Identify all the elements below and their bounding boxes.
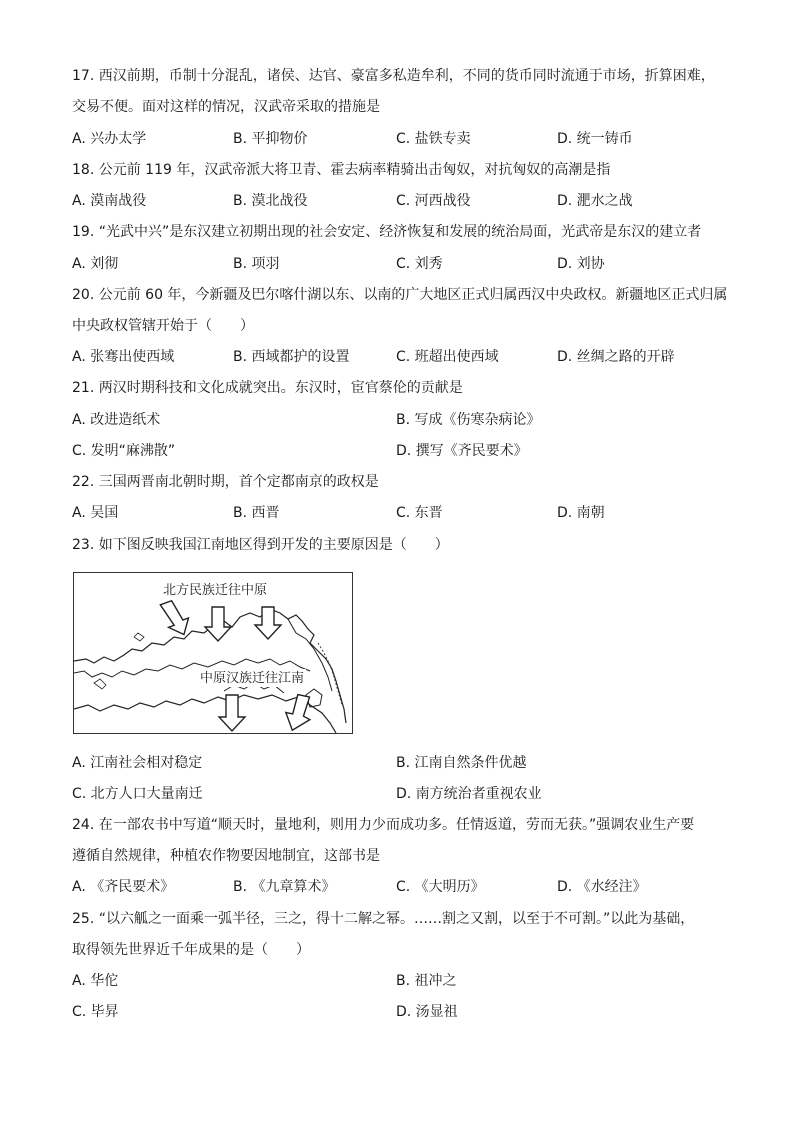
q17-option-c: C. 盐铁专卖 <box>396 131 471 147</box>
q23-option-c: C. 北方人口大量南迁 <box>72 786 203 802</box>
q18-option-b: B. 漠北战役 <box>233 193 308 209</box>
q24-option-d: D. 《水经注》 <box>557 879 647 895</box>
q20-stem-line-2: 中央政权管辖开始于（ ） <box>72 318 254 334</box>
q17-stem-line-1: 17. 西汉前期，币制十分混乱，诸侯、达官、豪富多私造牟利，不同的货币同时流通于市场，折算困难， <box>72 68 715 84</box>
q17-option-b: B. 平抑物价 <box>233 131 308 147</box>
q23-option-b: B. 江南自然条件优越 <box>396 755 527 771</box>
q18-stem-line-1: 18. 公元前 119 年，汉武帝派大将卫青、霍去病率精骑出击匈奴，对抗匈奴的高潮是指 <box>72 162 611 178</box>
q24-option-c: C. 《大明历》 <box>396 879 485 895</box>
q24-option-a: A. 《齐民要术》 <box>72 879 175 895</box>
q24-option-b: B. 《九章算术》 <box>233 879 336 895</box>
q25-option-b: B. 祖冲之 <box>396 973 457 989</box>
q21-option-c: C. 发明“麻沸散” <box>72 443 176 459</box>
q21-option-a: A. 改进造纸术 <box>72 412 161 428</box>
q17-option-a: A. 兴办太学 <box>72 131 147 147</box>
q25-stem-line-2: 取得领先世界近千年成果的是（ ） <box>72 942 310 958</box>
q19-option-b: B. 项羽 <box>233 256 280 272</box>
q20-option-c: C. 班超出使西域 <box>396 349 499 365</box>
q24-stem-line-1: 24. 在一部农书中写道“顺天时，量地利，则用力少而成功多。任情返道，劳而无获。”强调农业生产要 <box>72 817 695 833</box>
q18-option-a: A. 漠南战役 <box>72 193 147 209</box>
q17-option-d: D. 统一铸币 <box>557 131 633 147</box>
q20-stem-line-1: 20. 公元前 60 年，今新疆及巴尔喀什湖以东、以南的广大地区正式归属西汉中央政权。新疆地区正式归属 <box>72 287 728 303</box>
q18-option-c: C. 河西战役 <box>396 193 471 209</box>
arrow-south-2 <box>283 693 315 733</box>
q25-option-c: C. 毕昇 <box>72 1004 119 1020</box>
q19-option-d: D. 刘协 <box>557 256 605 272</box>
q23-option-d: D. 南方统治者重视农业 <box>396 786 542 802</box>
q25-option-a: A. 华佗 <box>72 973 119 989</box>
migration-map <box>73 572 353 734</box>
q22-option-c: C. 东晋 <box>396 505 443 521</box>
q20-option-d: D. 丝绸之路的开辟 <box>557 349 675 365</box>
q21-option-b: B. 写成《伤寒杂病论》 <box>396 412 541 428</box>
q22-option-b: B. 西晋 <box>233 505 280 521</box>
q17-stem-line-2: 交易不便。面对这样的情况，汉武帝采取的措施是 <box>72 99 380 115</box>
q25-option-d: D. 汤显祖 <box>396 1004 458 1020</box>
q22-option-d: D. 南朝 <box>557 505 605 521</box>
q20-option-b: B. 西域都护的设置 <box>233 349 350 365</box>
arrow-south-1 <box>219 695 245 731</box>
map-label-bottom: 中原汉族迁往江南 <box>199 671 305 686</box>
q23-option-a: A. 江南社会相对稳定 <box>72 755 203 771</box>
arrow-north-1 <box>160 597 193 638</box>
q18-option-d: D. 淝水之战 <box>557 193 633 209</box>
q19-option-c: C. 刘秀 <box>396 256 443 272</box>
q21-option-d: D. 撰写《齐民要术》 <box>396 443 528 459</box>
q19-stem-line-1: 19. “光武中兴”是东汉建立初期出现的社会安定、经济恢复和发展的统治局面，光武帝是东汉的建立者 <box>72 224 702 240</box>
q22-option-a: A. 吴国 <box>72 505 119 521</box>
q25-stem-line-1: 25. “以六觚之一面乘一弧半径，三之，得十二解之幂。……割之又割，以至于不可割。”以此为基础， <box>72 911 695 927</box>
q22-stem-line-1: 22. 三国两晋南北朝时期，首个定都南京的政权是 <box>72 474 379 490</box>
q24-stem-line-2: 遵循自然规律，种植农作物要因地制宜，这部书是 <box>72 848 380 864</box>
q21-stem-line-1: 21. 两汉时期科技和文化成就突出。东汉时，宦官蔡伦的贡献是 <box>72 380 463 396</box>
q23-stem-line-1: 23. 如下图反映我国江南地区得到开发的主要原因是（ ） <box>72 537 449 553</box>
map-label-top: 北方民族迁往中原 <box>162 583 268 598</box>
q19-option-a: A. 刘彻 <box>72 256 119 272</box>
q20-option-a: A. 张骞出使西域 <box>72 349 175 365</box>
